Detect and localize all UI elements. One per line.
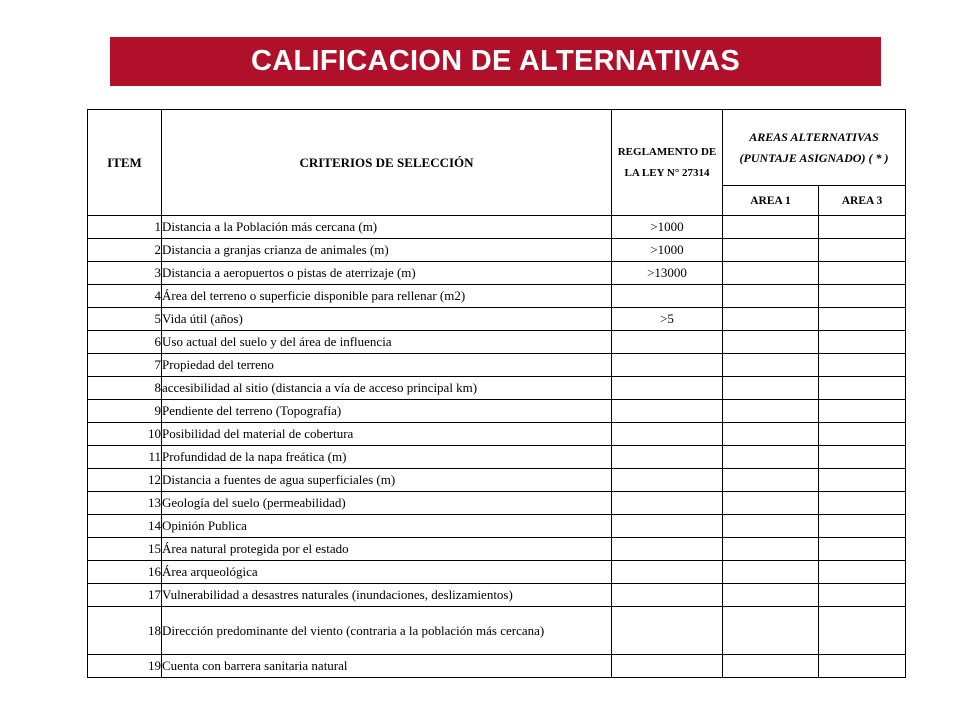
item-cell: 11 bbox=[88, 446, 162, 469]
item-cell: 19 bbox=[88, 655, 162, 678]
area-1-cell bbox=[723, 607, 819, 655]
header-item: ITEM bbox=[88, 110, 162, 216]
reglamento-cell bbox=[612, 400, 723, 423]
area-1-cell bbox=[723, 262, 819, 285]
criterio-cell: Pendiente del terreno (Topografía) bbox=[162, 400, 612, 423]
item-cell: 15 bbox=[88, 538, 162, 561]
area-3-cell bbox=[819, 492, 906, 515]
item-cell: 8 bbox=[88, 377, 162, 400]
criterio-cell: Cuenta con barrera sanitaria natural bbox=[162, 655, 612, 678]
area-1-cell bbox=[723, 400, 819, 423]
area-1-cell bbox=[723, 377, 819, 400]
area-3-cell bbox=[819, 354, 906, 377]
criterio-cell: Propiedad del terreno bbox=[162, 354, 612, 377]
table-row bbox=[88, 492, 906, 515]
criterio-cell: Vida útil (años) bbox=[162, 308, 612, 331]
table-row bbox=[88, 354, 906, 377]
criterio-cell: Distancia a la Población más cercana (m) bbox=[162, 216, 612, 239]
area-3-cell bbox=[819, 400, 906, 423]
table-row bbox=[88, 538, 906, 561]
area-3-cell bbox=[819, 308, 906, 331]
criterio-cell: Profundidad de la napa freática (m) bbox=[162, 446, 612, 469]
table-row bbox=[88, 423, 906, 446]
reglamento-cell bbox=[612, 584, 723, 607]
area-3-cell bbox=[819, 262, 906, 285]
criterio-cell: Uso actual del suelo y del área de influencia bbox=[162, 331, 612, 354]
page-title: CALIFICACION DE ALTERNATIVAS bbox=[250, 45, 741, 77]
item-cell: 9 bbox=[88, 400, 162, 423]
criterio-cell: Área natural protegida por el estado bbox=[162, 538, 612, 561]
header-area-1: AREA 1 bbox=[723, 186, 819, 216]
area-1-cell bbox=[723, 492, 819, 515]
table-row bbox=[88, 584, 906, 607]
area-1-cell bbox=[723, 655, 819, 678]
reglamento-cell bbox=[612, 377, 723, 400]
reglamento-cell bbox=[612, 515, 723, 538]
reglamento-cell bbox=[612, 538, 723, 561]
item-cell: 10 bbox=[88, 423, 162, 446]
area-1-cell bbox=[723, 538, 819, 561]
criterio-cell: Área del terreno o superficie disponible para rellenar (m2) bbox=[162, 285, 612, 308]
area-1-cell bbox=[723, 354, 819, 377]
area-3-cell bbox=[819, 561, 906, 584]
criteria-table bbox=[87, 109, 906, 678]
criterio-cell: Opinión Publica bbox=[162, 515, 612, 538]
table-row bbox=[88, 400, 906, 423]
reglamento-cell bbox=[612, 331, 723, 354]
criterio-cell: Distancia a fuentes de agua superficiales (m) bbox=[162, 469, 612, 492]
item-cell: 4 bbox=[88, 285, 162, 308]
area-3-cell bbox=[819, 239, 906, 262]
header-reglamento: REGLAMENTO DE LA LEY N° 27314 bbox=[612, 110, 723, 216]
area-1-cell bbox=[723, 239, 819, 262]
table-row bbox=[88, 331, 906, 354]
table-row bbox=[88, 561, 906, 584]
area-1-cell bbox=[723, 331, 819, 354]
item-cell: 14 bbox=[88, 515, 162, 538]
reglamento-cell: >1000 bbox=[612, 239, 723, 262]
item-cell: 13 bbox=[88, 492, 162, 515]
reglamento-cell bbox=[612, 285, 723, 308]
header-area-3: AREA 3 bbox=[819, 186, 906, 216]
criterio-cell: Área arqueológica bbox=[162, 561, 612, 584]
reglamento-cell bbox=[612, 561, 723, 584]
table-row bbox=[88, 285, 906, 308]
table-row bbox=[88, 308, 906, 331]
criterio-cell: Distancia a aeropuertos o pistas de aterrizaje (m) bbox=[162, 262, 612, 285]
item-cell: 12 bbox=[88, 469, 162, 492]
area-3-cell bbox=[819, 216, 906, 239]
area-3-cell bbox=[819, 607, 906, 655]
area-3-cell bbox=[819, 331, 906, 354]
item-cell: 6 bbox=[88, 331, 162, 354]
area-1-cell bbox=[723, 285, 819, 308]
area-3-cell bbox=[819, 584, 906, 607]
item-cell: 7 bbox=[88, 354, 162, 377]
criterio-cell: Vulnerabilidad a desastres naturales (inundaciones, deslizamientos) bbox=[162, 584, 612, 607]
table-row bbox=[88, 515, 906, 538]
reglamento-cell bbox=[612, 354, 723, 377]
area-1-cell bbox=[723, 216, 819, 239]
reglamento-cell: >13000 bbox=[612, 262, 723, 285]
item-cell: 17 bbox=[88, 584, 162, 607]
area-1-cell bbox=[723, 308, 819, 331]
reglamento-cell: >5 bbox=[612, 308, 723, 331]
table-row bbox=[88, 377, 906, 400]
area-3-cell bbox=[819, 423, 906, 446]
area-3-cell bbox=[819, 538, 906, 561]
criterio-cell: Distancia a granjas crianza de animales (m) bbox=[162, 239, 612, 262]
area-1-cell bbox=[723, 515, 819, 538]
table-row bbox=[88, 469, 906, 492]
table-row bbox=[88, 446, 906, 469]
table-row bbox=[88, 239, 906, 262]
item-cell: 2 bbox=[88, 239, 162, 262]
area-1-cell bbox=[723, 469, 819, 492]
item-cell: 5 bbox=[88, 308, 162, 331]
item-cell: 18 bbox=[88, 607, 162, 655]
area-3-cell bbox=[819, 446, 906, 469]
table-row bbox=[88, 262, 906, 285]
page-title-banner bbox=[110, 37, 881, 86]
reglamento-cell bbox=[612, 423, 723, 446]
table-row bbox=[88, 655, 906, 678]
reglamento-cell bbox=[612, 469, 723, 492]
reglamento-cell: >1000 bbox=[612, 216, 723, 239]
reglamento-cell bbox=[612, 492, 723, 515]
criterio-cell: Geología del suelo (permeabilidad) bbox=[162, 492, 612, 515]
area-1-cell bbox=[723, 446, 819, 469]
area-1-cell bbox=[723, 584, 819, 607]
area-3-cell bbox=[819, 655, 906, 678]
table-row bbox=[88, 216, 906, 239]
criterio-cell: accesibilidad al sitio (distancia a vía de acceso principal km) bbox=[162, 377, 612, 400]
item-cell: 16 bbox=[88, 561, 162, 584]
item-cell: 1 bbox=[88, 216, 162, 239]
reglamento-cell bbox=[612, 655, 723, 678]
header-areas-alternativas: AREAS ALTERNATIVAS (PUNTAJE ASIGNADO) ( * ) bbox=[723, 110, 906, 186]
area-3-cell bbox=[819, 515, 906, 538]
criterio-cell: Posibilidad del material de cobertura bbox=[162, 423, 612, 446]
criterio-cell: Dirección predominante del viento (contraria a la población más cercana) bbox=[162, 607, 612, 655]
area-3-cell bbox=[819, 377, 906, 400]
reglamento-cell bbox=[612, 446, 723, 469]
item-cell: 3 bbox=[88, 262, 162, 285]
area-1-cell bbox=[723, 561, 819, 584]
area-1-cell bbox=[723, 423, 819, 446]
table-row bbox=[88, 607, 906, 655]
area-3-cell bbox=[819, 469, 906, 492]
reglamento-cell bbox=[612, 607, 723, 655]
area-3-cell bbox=[819, 285, 906, 308]
header-criterios: CRITERIOS DE SELECCIÓN bbox=[162, 110, 612, 216]
